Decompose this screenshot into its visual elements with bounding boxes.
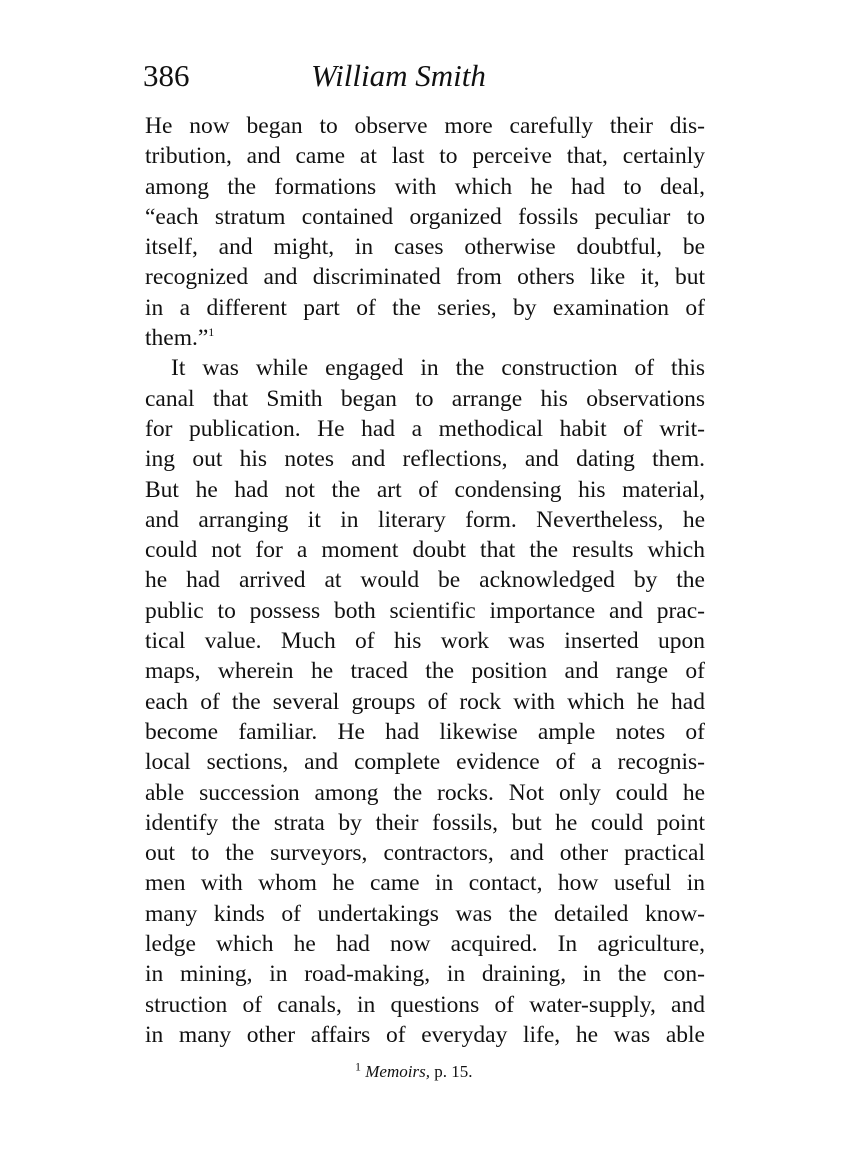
- text-line: struction of canals, in questions of water-supply, and: [145, 991, 705, 1018]
- text-line: It was while engaged in the construction of this: [171, 355, 705, 382]
- text-line: each of the several groups of rock with which he had: [145, 688, 705, 715]
- text-line: “each stratum contained organized fossils peculiar to: [145, 203, 705, 230]
- running-head: [143, 56, 713, 100]
- footnote-work: Memoirs,: [365, 1062, 430, 1081]
- text-line: ledge which he had now acquired. In agriculture,: [145, 931, 705, 958]
- text-line: could not for a moment doubt that the results which: [145, 537, 705, 564]
- text-line: many kinds of undertakings was the detailed know-: [145, 900, 705, 927]
- footnote-page: p. 15.: [434, 1062, 473, 1081]
- text-line: become familiar. He had likewise ample notes of: [145, 718, 705, 745]
- quote-end: them.”: [145, 325, 209, 352]
- text-line: tical value. Much of his work was inserted upon: [145, 628, 705, 655]
- body-text: [145, 111, 705, 1050]
- text-line: he had arrived at would be acknowledged by the: [145, 567, 705, 594]
- text-line: public to possess both scientific importance and prac-: [145, 597, 705, 624]
- text-line: among the formations with which he had to deal,: [145, 173, 705, 200]
- text-line: canal that Smith began to arrange his observations: [145, 385, 705, 412]
- footnote: [355, 1060, 472, 1084]
- text-line: out to the surveyors, contractors, and other practical: [145, 840, 705, 867]
- footnote-reference: 1: [208, 325, 215, 340]
- paragraph: [145, 353, 705, 1050]
- text-line: maps, wherein he traced the position and range of: [145, 658, 705, 685]
- page-number: 386: [143, 58, 190, 93]
- text-line: But he had not the art of condensing his material,: [145, 476, 705, 503]
- text-line: ing out his notes and reflections, and dating them.: [145, 446, 705, 473]
- text-line: identify the strata by their fossils, but he could point: [145, 809, 705, 836]
- running-title: William Smith: [311, 58, 486, 93]
- text-line: for publication. He had a methodical habit of writ-: [145, 415, 705, 442]
- paragraph: [145, 111, 705, 353]
- text-line: in mining, in road-making, in draining, in the con-: [145, 961, 705, 988]
- text-line: men with whom he came in contact, how useful in: [145, 870, 705, 897]
- text-line: tribution, and came at last to perceive that, certainly: [145, 143, 705, 170]
- text-line: in a different part of the series, by examination of: [145, 294, 705, 321]
- text-line: able succession among the rocks. Not only could he: [145, 779, 705, 806]
- text-line: local sections, and complete evidence of a recognis-: [145, 749, 705, 776]
- footnote-mark: 1: [355, 1059, 361, 1074]
- text-line: He now began to observe more carefully their dis-: [145, 113, 705, 139]
- text-line: and arranging it in literary form. Nevertheless, he: [145, 506, 705, 533]
- text-line: [145, 323, 705, 353]
- text-line: itself, and might, in cases otherwise doubtful, be: [145, 234, 705, 261]
- text-line: recognized and discriminated from others like it, but: [145, 264, 705, 291]
- text-line: in many other affairs of everyday life, he was able: [145, 1021, 705, 1048]
